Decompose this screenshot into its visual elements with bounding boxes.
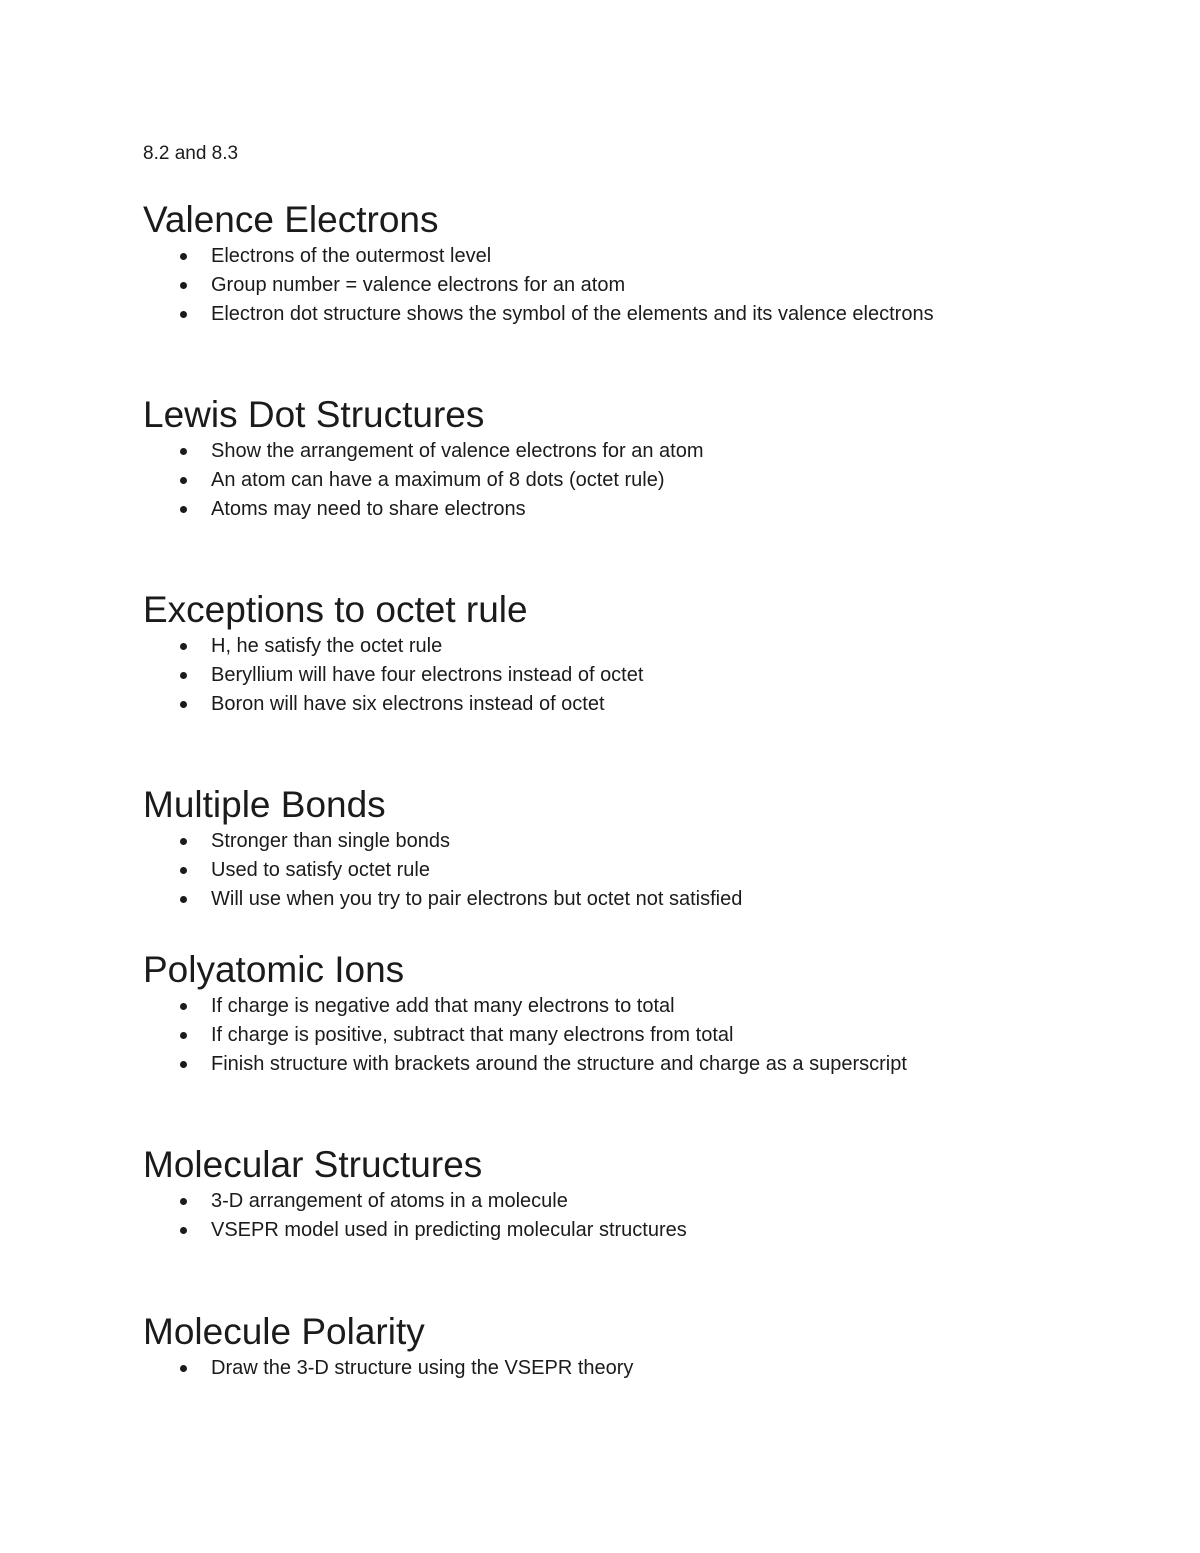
list-item-text: Stronger than single bonds (211, 830, 451, 852)
bullet-icon (180, 672, 187, 679)
list-item (143, 690, 1103, 719)
bullet-icon (180, 253, 187, 260)
bullet-list (143, 437, 1103, 523)
section-heading: Lewis Dot Structures (143, 394, 485, 435)
document-subtitle: 8.2 and 8.3 (143, 143, 239, 164)
list-item (143, 437, 1103, 466)
bullet-icon (180, 643, 187, 650)
section-molecule-polarity (143, 1310, 1103, 1383)
bullet-icon (180, 1198, 187, 1205)
list-item (143, 1354, 1103, 1383)
list-item-text: If charge is positive, subtract that many electrons from total (211, 1023, 734, 1046)
list-item (143, 632, 1103, 661)
section-valence-electrons (143, 198, 1103, 328)
list-item (143, 992, 1103, 1021)
bullet-icon (180, 282, 187, 289)
bullet-list (143, 992, 1103, 1078)
list-item-text: Finish structure with brackets around the structure and charge as a superscript (211, 1052, 907, 1075)
section-heading: Polyatomic Ions (143, 949, 405, 990)
list-item (143, 885, 1103, 914)
bullet-list (143, 242, 1103, 328)
list-item (143, 1216, 1103, 1245)
list-item (143, 466, 1103, 495)
list-item-text: Group number = valence electrons for an atom (211, 273, 626, 296)
list-item-text: If charge is negative add that many electrons to total (211, 995, 675, 1017)
section-heading: Valence Electrons (143, 199, 439, 240)
list-item-text: Electrons of the outermost level (211, 245, 492, 267)
section-polyatomic-ions (143, 948, 1103, 1078)
list-item (143, 1021, 1103, 1050)
list-item-text: Will use when you try to pair electrons but octet not satisfied (211, 887, 743, 910)
bullet-icon (180, 477, 187, 484)
bullet-list (143, 632, 1103, 718)
list-item-text: Beryllium will have four electrons instead of octet (211, 663, 644, 686)
list-item (143, 300, 1103, 329)
section-heading: Molecule Polarity (143, 1311, 425, 1352)
section-exceptions-to-octet-rule (143, 588, 1103, 718)
bullet-icon (180, 1032, 187, 1039)
list-item-text: Boron will have six electrons instead of octet (211, 692, 605, 715)
bullet-icon (180, 1061, 187, 1068)
bullet-list (143, 827, 1103, 913)
bullet-list (143, 1354, 1103, 1383)
section-heading: Exceptions to octet rule (143, 589, 528, 630)
bullet-icon (180, 506, 187, 513)
bullet-icon (180, 1365, 187, 1372)
bullet-icon (180, 838, 187, 845)
list-item-text: An atom can have a maximum of 8 dots (octet rule) (211, 468, 665, 491)
list-item-text: Draw the 3-D structure using the VSEPR theory (211, 1357, 634, 1379)
list-item (143, 271, 1103, 300)
list-item (143, 661, 1103, 690)
bullet-icon (180, 1003, 187, 1010)
bullet-icon (180, 701, 187, 708)
list-item-text: 3-D arrangement of atoms in a molecule (211, 1190, 568, 1212)
list-item (143, 827, 1103, 856)
section-molecular-structures (143, 1143, 1103, 1245)
list-item (143, 1050, 1103, 1079)
bullet-icon (180, 448, 187, 455)
list-item-text: Used to satisfy octet rule (211, 858, 430, 881)
section-lewis-dot-structures (143, 393, 1103, 523)
list-item-text: H, he satisfy the octet rule (211, 635, 443, 657)
list-item (143, 242, 1103, 271)
section-heading: Multiple Bonds (143, 784, 386, 825)
list-item (143, 495, 1103, 524)
list-item-text: Atoms may need to share electrons (211, 497, 526, 520)
list-item (143, 856, 1103, 885)
bullet-icon (180, 311, 187, 318)
list-item-text: Electron dot structure shows the symbol of the elements and its valence electrons (211, 302, 934, 325)
section-heading: Molecular Structures (143, 1144, 483, 1185)
bullet-icon (180, 867, 187, 874)
list-item (143, 1187, 1103, 1216)
section-multiple-bonds (143, 783, 1103, 913)
list-item-text: VSEPR model used in predicting molecular structures (211, 1218, 687, 1241)
list-item-text: Show the arrangement of valence electrons for an atom (211, 440, 704, 462)
bullet-list (143, 1187, 1103, 1245)
bullet-icon (180, 896, 187, 903)
bullet-icon (180, 1227, 187, 1234)
